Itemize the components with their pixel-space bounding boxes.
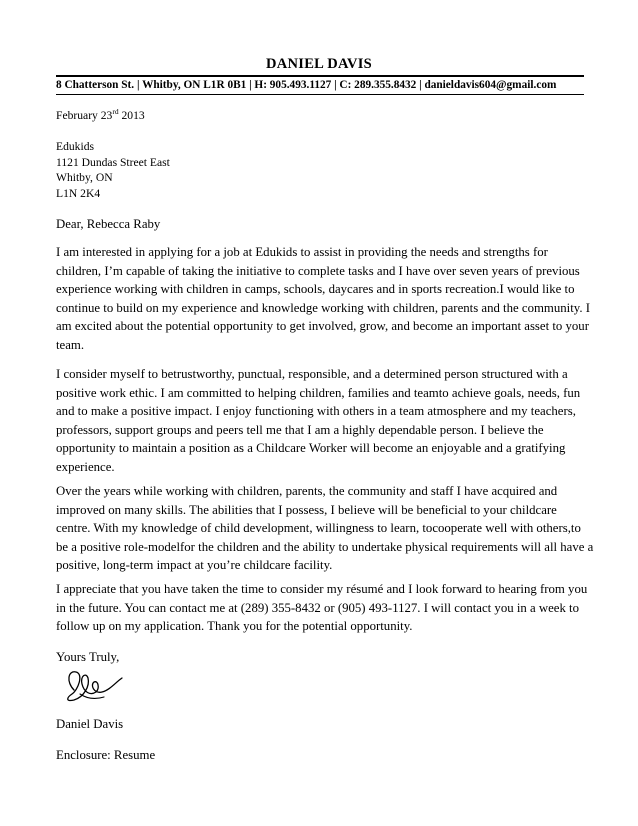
paragraph-1 [56,243,591,355]
salutation: Dear, Rebecca Raby [56,217,161,231]
paragraph-line: professors, support groups and peers tell me that I am a highly dependable person. I believe the [56,422,544,437]
recipient-address [56,139,588,201]
header-rule-thick [56,75,584,77]
applicant-name: DANIEL DAVIS [265,56,373,72]
closing: Yours Truly, [56,650,120,664]
paragraph-line: Over the years while working with children, parents, the community and staff I have acquired and [56,484,558,498]
paragraph-line: centre. With my knowledge of child development, willingness to learn, tocooperate well with others,to [56,521,581,536]
paragraph-line: positive work ethic. I am committed to helping children, families and teamto achieve goals, needs, fun [56,385,581,400]
date-month-day: February 23 [56,109,113,122]
paragraph-line: be a positive role-modelfor the children and the ability to undertake physical requirements will all have a [56,539,594,554]
paragraph-line: experience working with children in camps, schools, daycares and in sports recreation.I would like to [56,282,575,297]
paragraph-line: experience. [56,459,115,474]
paragraph-line: I consider myself to betrustworthy, punctual, responsible, and a determined person structured with a [56,367,568,381]
paragraph-line: am excited about the potential opportunity to get involved, grow, and become an important asset to your [56,319,589,334]
paragraph-3 [56,482,594,575]
date-year: 2013 [118,109,145,122]
recipient-company: Edukids [56,140,95,153]
enclosure-note: Enclosure: Resume [56,748,156,762]
recipient-postal: L1N 2K4 [56,186,101,200]
paragraph-line: positive, long-term impact at you’re childcare facility. [56,558,333,573]
paragraph-line: I am interested in applying for a job at Edukids to assist in providing the needs and strengths for [56,245,548,259]
recipient-city: Whitby, ON [56,171,113,184]
paragraph-line: I appreciate that you have taken the time to consider my résumé and I look forward to hearing from you [56,582,588,596]
paragraph-line: and to make a positive impact. I enjoy functioning with others in a team atmosphere and my teachers, [56,404,576,419]
recipient-street: 1121 Dundas Street East [56,155,170,169]
paragraph-line: continue to build on my experience and knowledge working with children, parents and the community. I [56,300,591,315]
signer-name: Daniel Davis [56,717,124,731]
paragraph-line: children, I’m capable of taking the initiative to complete tasks and I have over seven years of previous [56,263,580,278]
paragraph-line: follow up on my application. Thank you for the potential opportunity. [56,619,413,634]
paragraph-line: in the future. You can contact me at (289) 355-8432 or (905) 493-1127. I will contact you in a week to [56,600,580,615]
letter-date [56,108,588,124]
paragraph-line: opportunity to maintain a position as a Childcare Worker will become an enjoyable and a gratifying [56,441,566,456]
paragraph-line: team. [56,337,85,352]
header-rule-thin [56,94,584,95]
paragraph-2 [56,365,588,477]
paragraph-line: improved on many skills. The abilities that I possess, I believe will be beneficial to your childcare [56,502,557,517]
date-suffix: rd [112,107,119,116]
contact-line: 8 Chatterson St. | Whitby, ON L1R 0B1 | H: 905.493.1127 | C: 289.355.8432 | danieldavis604@gmail.com [56,79,557,91]
handwritten-signature-icon [60,664,132,706]
paragraph-4 [56,580,588,636]
